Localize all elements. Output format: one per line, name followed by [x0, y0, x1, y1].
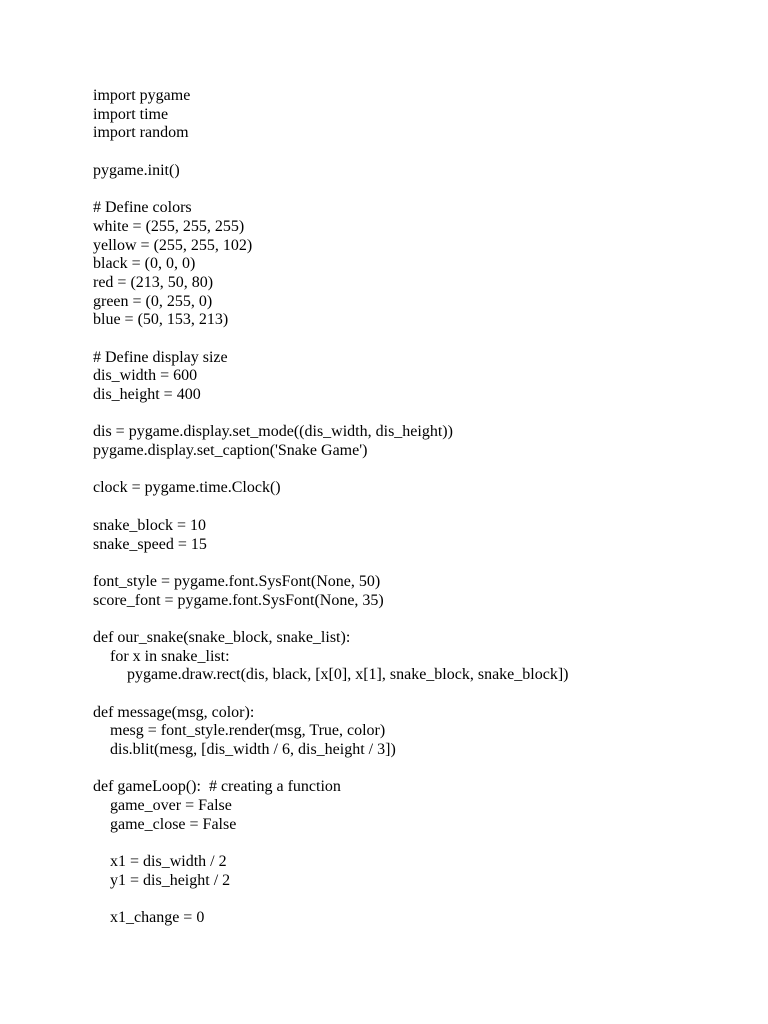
code-line: black = (0, 0, 0): [93, 255, 196, 273]
code-line: snake_speed = 15: [93, 535, 207, 553]
code-line: font_style = pygame.font.SysFont(None, 50): [93, 572, 381, 590]
blank-line: [93, 143, 753, 162]
code-line: for x in snake_list:: [110, 647, 230, 665]
code-line: y1 = dis_height / 2: [110, 871, 231, 889]
code-line: red = (213, 50, 80): [93, 273, 214, 291]
code-line: mesg = font_style.render(msg, True, color): [110, 722, 386, 740]
blank-line: [93, 498, 753, 517]
code-comment: # Define display size: [93, 348, 228, 366]
code-def-line: def our_snake(snake_block, snake_list):: [93, 628, 351, 646]
code-line: blue = (50, 153, 213): [93, 311, 229, 329]
blank-line: [93, 461, 753, 480]
blank-line: [93, 685, 753, 704]
code-line: pygame.init(): [93, 161, 180, 179]
code-line: score_font = pygame.font.SysFont(None, 35): [93, 591, 384, 609]
code-line: import time: [93, 105, 169, 123]
blank-line: [93, 554, 753, 573]
code-line: green = (0, 255, 0): [93, 292, 213, 310]
code-line: x1 = dis_width / 2: [110, 853, 227, 871]
code-line: dis.blit(mesg, [dis_width / 6, dis_height / 3]): [110, 741, 396, 759]
code-line: dis_height = 400: [93, 386, 201, 403]
code-line: game_over = False: [110, 797, 232, 815]
code-line: x1_change = 0: [110, 909, 205, 927]
blank-line: [93, 835, 753, 854]
blank-line: [93, 330, 753, 349]
code-line: snake_block = 10: [93, 516, 206, 534]
blank-line: [93, 405, 753, 424]
code-def-line: def message(msg, color):: [93, 703, 255, 721]
code-line: clock = pygame.time.Clock(): [93, 479, 281, 497]
code-line: yellow = (255, 255, 102): [93, 236, 253, 254]
blank-line: [93, 891, 753, 910]
blank-line: [93, 180, 753, 199]
blank-line: [93, 610, 753, 629]
blank-line: [93, 760, 753, 779]
code-line: game_close = False: [110, 815, 237, 833]
code-listing: [93, 87, 753, 928]
code-line: dis_width = 600: [93, 367, 198, 385]
code-line: white = (255, 255, 255): [93, 217, 245, 235]
code-line: import pygame: [93, 87, 191, 104]
code-line: import random: [93, 124, 189, 142]
code-comment: # Define colors: [93, 199, 192, 217]
code-line: pygame.display.set_caption('Snake Game'): [93, 442, 368, 460]
code-line: dis = pygame.display.set_mode((dis_width, dis_height)): [93, 423, 453, 441]
code-def-line: def gameLoop(): # creating a function: [93, 778, 341, 796]
code-line: pygame.draw.rect(dis, black, [x[0], x[1], snake_block, snake_block]): [127, 666, 569, 684]
